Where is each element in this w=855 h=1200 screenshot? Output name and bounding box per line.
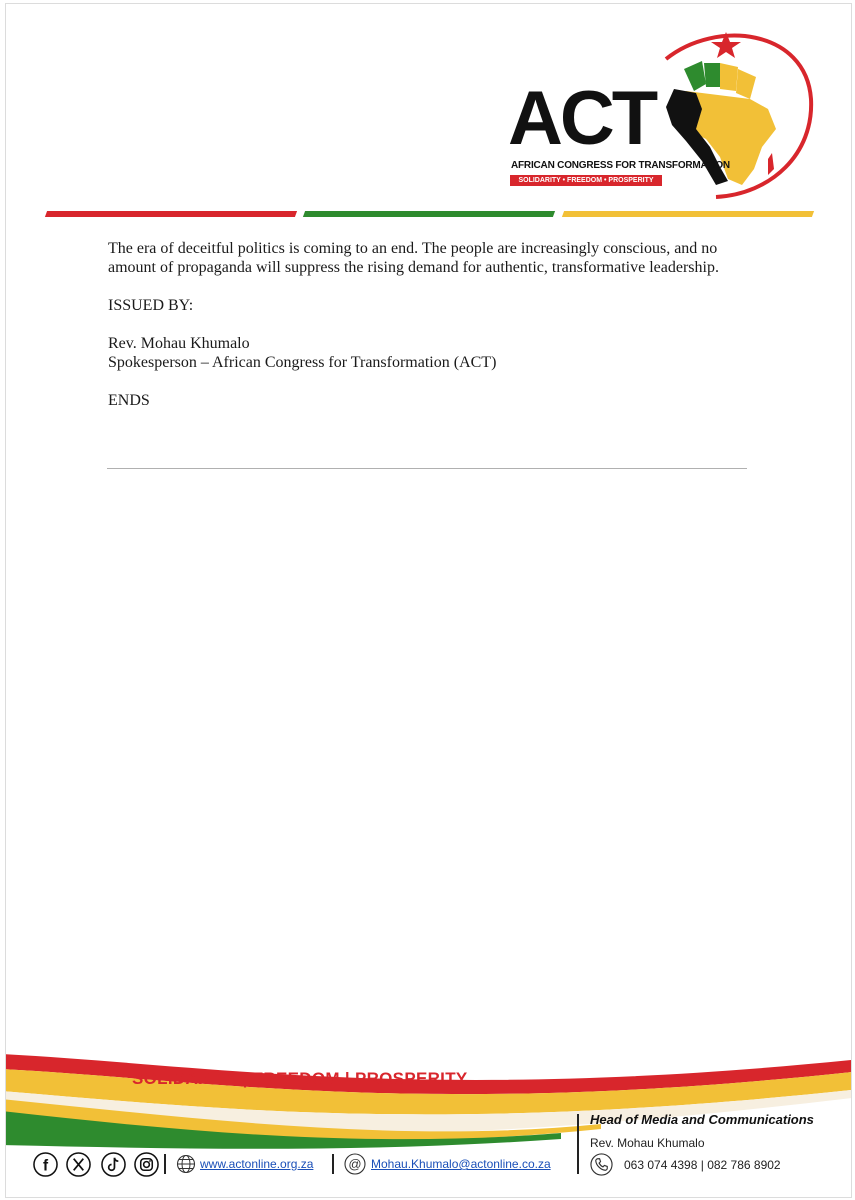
- phone-icon: [590, 1153, 613, 1176]
- statement-body: [108, 239, 758, 429]
- svg-text:f: f: [42, 1157, 49, 1175]
- contact-name: Rev. Mohau Khumalo: [590, 1136, 705, 1150]
- email-icon: [344, 1153, 366, 1175]
- spokesperson-title: Spokesperson – African Congress for Transformation (ACT): [108, 354, 497, 371]
- statement-paragraph: The era of deceitful politics is coming to an end. The people are increasingly conscious, and no amount of propaganda will suppress the rising demand for authentic, transformative leadership.: [108, 240, 719, 276]
- social-divider: [164, 1154, 166, 1174]
- logo-tagline: SOLIDARITY • FREEDOM • PROSPERITY: [510, 175, 662, 186]
- contact-phones: 063 074 4398 | 082 786 8902: [624, 1158, 781, 1172]
- footer-slogan: SOLIDARITY | FREEDOM | PROSPERITY: [132, 1069, 468, 1088]
- issued-by-label: ISSUED BY:: [108, 297, 194, 314]
- contact-role: Head of Media and Communications: [590, 1112, 814, 1127]
- globe-icon: [176, 1154, 196, 1174]
- divider-yellow-bar: [562, 211, 814, 217]
- spokesperson-name: Rev. Mohau Khumalo: [108, 335, 250, 352]
- divider-red-bar: [45, 211, 297, 217]
- letterhead-page: [5, 3, 852, 1198]
- divider-green-bar: [303, 211, 555, 217]
- ends-label: ENDS: [108, 392, 150, 409]
- logo-wordmark: ACT: [508, 76, 656, 161]
- facebook-icon[interactable]: [33, 1152, 58, 1177]
- contact-divider: [577, 1114, 579, 1174]
- web-divider: [332, 1154, 334, 1174]
- horizontal-rule: [107, 468, 747, 469]
- instagram-icon[interactable]: [134, 1152, 159, 1177]
- email-link[interactable]: Mohau.Khumalo@actonline.co.za: [371, 1157, 551, 1171]
- footer-wave-graphic: [5, 1049, 852, 1149]
- act-logo: [506, 29, 826, 204]
- x-icon[interactable]: [66, 1152, 91, 1177]
- svg-text:@: @: [348, 1156, 362, 1172]
- website-link[interactable]: www.actonline.org.za: [200, 1157, 314, 1171]
- logo-subtitle: AFRICAN CONGRESS FOR TRANSFORMATION: [511, 160, 730, 171]
- tiktok-icon[interactable]: [101, 1152, 126, 1177]
